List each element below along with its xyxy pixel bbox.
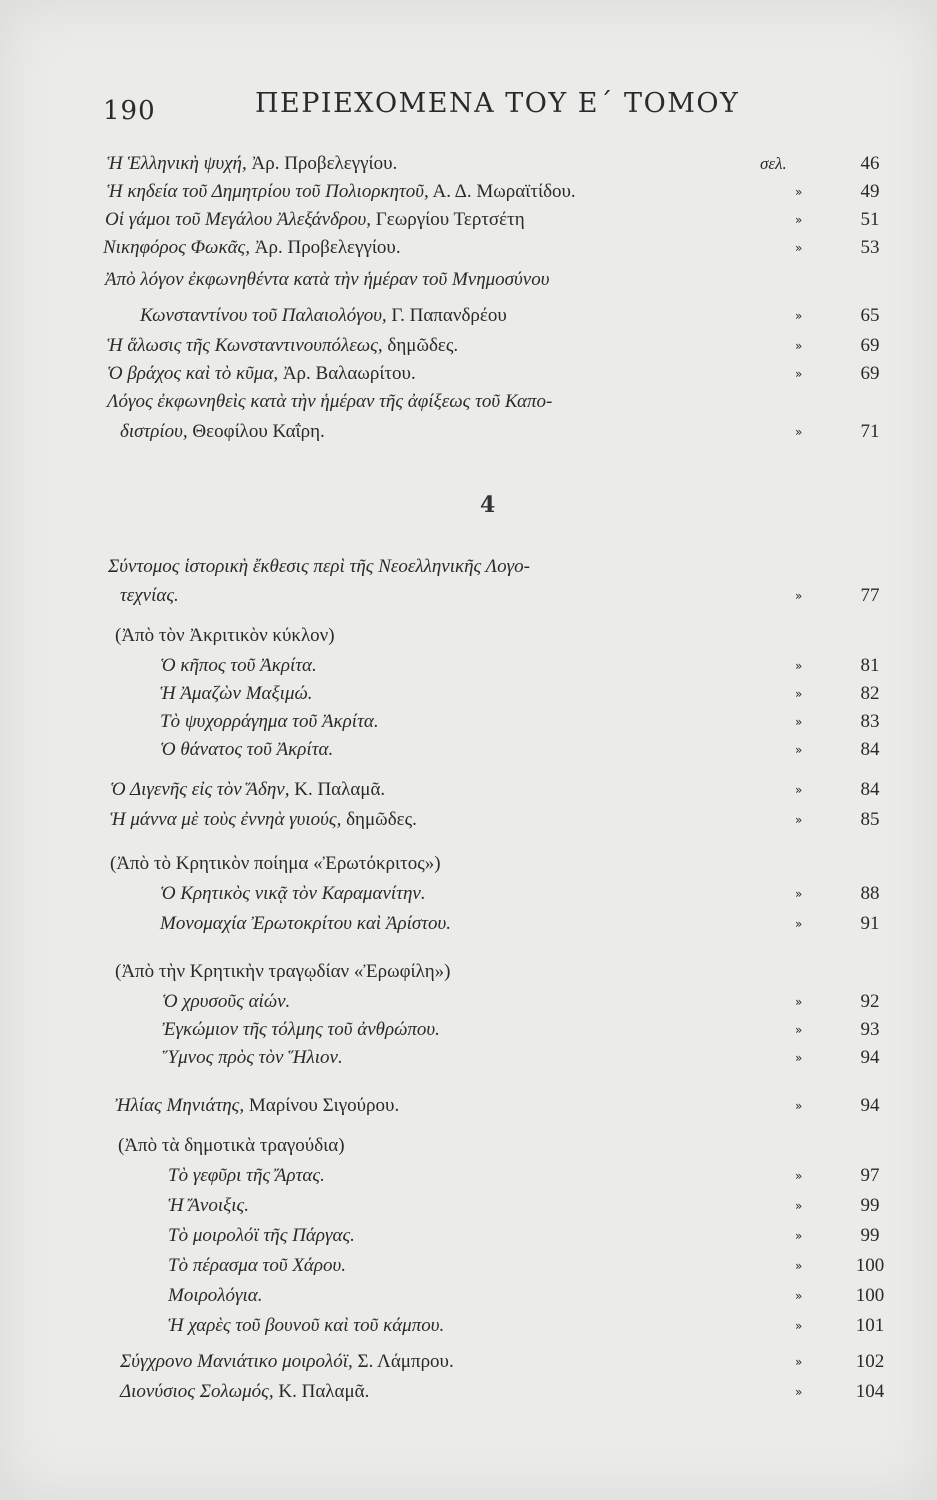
toc-entry <box>0 1348 937 1376</box>
toc-entry <box>0 302 937 330</box>
toc-entry <box>0 178 937 206</box>
toc-entry-title: τεχνίας. <box>120 585 179 606</box>
ditto-mark: » <box>795 241 803 255</box>
toc-entry-page: 84 <box>860 779 880 800</box>
toc-entry-page: 102 <box>855 1351 885 1372</box>
toc-entry-author: δημῶδες. <box>382 335 459 356</box>
toc-entry-title: Οἱ γάμοι τοῦ Μεγάλου Ἀλεξάνδρου, <box>105 209 372 230</box>
toc-entry-title: Μοιρολόγια. <box>168 1285 263 1306</box>
toc-entry-title: Ὁ βράχος καὶ τὸ κῦμα, <box>107 363 279 384</box>
toc-entry-author: Θεοφίλου Καΐρη. <box>187 421 325 442</box>
toc-entry-author: (Ἀπὸ τὸν Ἀκριτικὸν κύκλον) <box>115 625 335 646</box>
toc-entry-page: 92 <box>860 991 880 1012</box>
toc-entry-text <box>120 1378 369 1406</box>
toc-entry-text <box>160 680 313 708</box>
ditto-mark: » <box>795 185 803 199</box>
ditto-mark: » <box>795 213 803 227</box>
toc-entry-text <box>120 1348 454 1376</box>
toc-entry <box>0 388 937 416</box>
toc-entry-title: Διονύσιος Σολωμός, <box>120 1381 274 1402</box>
toc-entry-page: 51 <box>860 209 880 230</box>
toc-entry-text <box>107 332 458 360</box>
toc-entry-title: Ἡ Ἄνοιξις. <box>168 1195 250 1216</box>
page-abbreviation: σελ. <box>760 154 787 173</box>
toc-entry-text <box>107 360 416 388</box>
toc-entry-text <box>107 178 576 206</box>
toc-entry-text <box>115 622 335 650</box>
ditto-mark: » <box>795 687 803 701</box>
toc-entry-author: Ἀρ. Προβελεγγίου. <box>250 237 401 258</box>
toc-entry-text <box>160 880 426 908</box>
ditto-mark: » <box>795 1385 803 1399</box>
toc-entry-page: 71 <box>860 421 880 442</box>
toc-entry-text <box>168 1162 325 1190</box>
toc-entry-title: Τὸ πέρασμα τοῦ Χάρου. <box>168 1255 346 1276</box>
toc-entry-text <box>107 388 552 416</box>
toc-entry-page: 94 <box>860 1095 880 1116</box>
toc-entry-author: Σ. Λάμπρου. <box>352 1351 454 1372</box>
ditto-mark: » <box>795 1259 803 1273</box>
toc-entry <box>0 150 937 178</box>
toc-entry <box>0 418 937 446</box>
ditto-mark: » <box>795 995 803 1009</box>
toc-entry-text <box>162 1016 440 1044</box>
toc-entry-page: 100 <box>855 1255 885 1276</box>
toc-entry <box>0 910 937 938</box>
toc-entry <box>0 736 937 764</box>
toc-entry-page: 93 <box>860 1019 880 1040</box>
toc-entry <box>0 652 937 680</box>
toc-entry-text <box>168 1252 346 1280</box>
toc-entry-page: 77 <box>860 585 880 606</box>
toc-entry <box>0 1282 937 1310</box>
toc-entry-title: διστρίου, <box>120 421 188 442</box>
ditto-mark: » <box>795 659 803 673</box>
toc-entry-text <box>103 234 401 262</box>
toc-entry-text <box>110 776 385 804</box>
toc-entry <box>0 806 937 834</box>
toc-entry-title: Τὸ ψυχορράγημα τοῦ Ἀκρίτα. <box>160 711 379 732</box>
toc-entry-page: 82 <box>860 683 880 704</box>
toc-entry-author: Γεωργίου Τερτσέτη <box>371 209 525 230</box>
toc-entry-title: Ἠλίας Μηνιάτης, <box>115 1095 245 1116</box>
toc-entry-title: Τὸ μοιρολόϊ τῆς Πάργας. <box>168 1225 355 1246</box>
toc-entry-text <box>115 958 450 986</box>
toc-entry-page: 69 <box>860 335 880 356</box>
toc-entry-text <box>160 652 317 680</box>
toc-entry-text <box>110 806 417 834</box>
toc-entry <box>0 1044 937 1072</box>
toc-entry-author: Μαρίνου Σιγούρου. <box>244 1095 400 1116</box>
toc-entry-text <box>168 1312 444 1340</box>
ditto-mark: » <box>795 813 803 827</box>
toc-entry-title: Ὕμνος πρὸς τὸν Ἥλιον. <box>162 1047 343 1068</box>
toc-entry <box>0 206 937 234</box>
toc-entry-page: 97 <box>860 1165 880 1186</box>
toc-entry-text <box>108 553 530 581</box>
toc-entry <box>0 266 937 294</box>
toc-entry-page: 65 <box>860 305 880 326</box>
toc-entry-title: Ἡ ἅλωσις τῆς Κωνσταντινουπόλεως, <box>107 335 383 356</box>
toc-entry-title: Ὁ Κρητικὸς νικᾷ τὸν Καραμανίτην. <box>160 883 426 904</box>
ditto-mark: » <box>795 1051 803 1065</box>
toc-entry-text <box>162 1044 343 1072</box>
toc-entry-author: (Ἀπὸ τὴν Κρητικὴν τραγῳδίαν «Ἐρωφίλη») <box>115 961 451 982</box>
toc-entry <box>0 1378 937 1406</box>
toc-entry <box>0 708 937 736</box>
ditto-mark: » <box>795 1289 803 1303</box>
toc-entry-page: 104 <box>855 1381 885 1402</box>
ditto-mark: » <box>795 1199 803 1213</box>
toc-entry <box>0 1132 937 1160</box>
toc-entry-title: Σύντομος ἱστορικὴ ἔκθεσις περὶ τῆς Νεοελληνικῆς Λογο- <box>108 556 530 577</box>
toc-entry-author: Γ. Παπανδρέου <box>386 305 507 326</box>
toc-entry-page: 101 <box>855 1315 885 1336</box>
toc-entry-title: Ἐγκώμιον τῆς τόλμης τοῦ ἀνθρώπου. <box>162 1019 440 1040</box>
toc-entry-title: Σύγχρονο Μανιάτικο μοιρολόϊ, <box>120 1351 353 1372</box>
toc-entry-text <box>160 910 451 938</box>
toc-entry-text <box>115 1092 399 1120</box>
toc-entry-page: 81 <box>860 655 880 676</box>
toc-entry-text <box>105 266 549 294</box>
toc-entry <box>0 680 937 708</box>
ditto-mark: » <box>795 1023 803 1037</box>
ditto-mark: » <box>795 1319 803 1333</box>
toc-entry-author: Ἀρ. Προβελεγγίου. <box>246 153 398 174</box>
toc-entry <box>0 622 937 650</box>
toc-entry-page: 49 <box>860 181 880 202</box>
toc-entry-title: Ἀπὸ λόγον ἐκφωνηθέντα κατὰ τὴν ἡμέραν τοῦ Μνημοσύνου <box>105 269 550 290</box>
ditto-mark: » <box>795 887 803 901</box>
toc-entry <box>0 776 937 804</box>
toc-entry-text <box>168 1222 355 1250</box>
toc-entry <box>0 1312 937 1340</box>
toc-entry-page: 99 <box>860 1225 880 1246</box>
toc-entry <box>0 1162 937 1190</box>
toc-entry-title: Ὁ χρυσοῦς αἰών. <box>162 991 291 1012</box>
toc-entry-page: 69 <box>860 363 880 384</box>
toc-entry <box>0 582 937 610</box>
toc-entry-page: 88 <box>860 883 880 904</box>
toc-entry-author: Κ. Παλαμᾶ. <box>289 779 386 800</box>
toc-entry <box>0 1192 937 1220</box>
ditto-mark: » <box>795 783 803 797</box>
ditto-mark: » <box>795 589 803 603</box>
toc-entry-title: Ὁ θάνατος τοῦ Ἀκρίτα. <box>160 739 334 760</box>
ditto-mark: » <box>795 339 803 353</box>
ditto-mark: » <box>795 1169 803 1183</box>
page-title: ΠΕΡΙΕΧΟΜΕΝΑ ΤΟΥ Ε΄ ΤΟΜΟΥ <box>255 88 740 119</box>
toc-entry <box>0 234 937 262</box>
toc-entry-author: δημῶδες. <box>341 809 417 830</box>
ditto-mark: » <box>795 1229 803 1243</box>
toc-entry-title: Ὁ Διγενῆς εἰς τὸν Ἅδην, <box>110 779 290 800</box>
toc-entry-title: Νικηφόρος Φωκᾶς, <box>103 237 251 258</box>
toc-entry-title: Ἡ Ἑλληνικὴ ψυχή, <box>107 153 247 174</box>
toc-entry-text <box>107 150 397 178</box>
toc-entry-page: 100 <box>855 1285 885 1306</box>
ditto-mark: » <box>795 367 803 381</box>
toc-entry-title: Ἡ χαρὲς τοῦ βουνοῦ καὶ τοῦ κάμπου. <box>168 1315 445 1336</box>
ditto-mark: » <box>795 1099 803 1113</box>
toc-entry <box>0 958 937 986</box>
toc-entry-text <box>118 1132 345 1160</box>
ditto-mark: » <box>795 743 803 757</box>
toc-entry <box>0 1092 937 1120</box>
toc-entry-title: Κωνσταντίνου τοῦ Παλαιολόγου, <box>140 305 387 326</box>
ditto-mark: » <box>795 715 803 729</box>
toc-entry-page: 94 <box>860 1047 880 1068</box>
toc-entry-title: Λόγος ἐκφωνηθεὶς κατὰ τὴν ἡμέραν τῆς ἀφίξεως τοῦ Καπο- <box>107 391 553 412</box>
toc-entry <box>0 880 937 908</box>
toc-entry <box>0 988 937 1016</box>
toc-entry-title: Μονομαχία Ἐρωτοκρίτου καὶ Ἀρίστου. <box>160 913 451 934</box>
toc-entry-page: 46 <box>860 153 880 174</box>
toc-entry-author: Ἀρ. Βαλαωρίτου. <box>278 363 416 384</box>
ditto-mark: » <box>795 1355 803 1369</box>
toc-entry <box>0 1016 937 1044</box>
toc-entry-author: (Ἀπὸ τὰ δημοτικὰ τραγούδια) <box>118 1135 345 1156</box>
toc-entry-author: (Ἀπὸ τὸ Κρητικὸν ποίημα «Ἐρωτόκριτος») <box>110 853 441 874</box>
toc-entry-title: Τὸ γεφῦρι τῆς Ἄρτας. <box>168 1165 325 1186</box>
ditto-mark: » <box>795 309 803 323</box>
toc-entry-page: 99 <box>860 1195 880 1216</box>
toc-entry-page: 91 <box>860 913 880 934</box>
toc-entry <box>0 360 937 388</box>
toc-entry-author: Κ. Παλαμᾶ. <box>273 1381 370 1402</box>
toc-entry-text <box>160 708 379 736</box>
toc-entry <box>0 850 937 878</box>
ditto-mark: » <box>795 917 803 931</box>
toc-entry-title: Ἡ Ἀμαζὼν Μαξιμώ. <box>160 683 313 704</box>
section-ornament: 4 <box>480 492 496 518</box>
toc-entry-text <box>168 1282 262 1310</box>
toc-entry-text <box>162 988 290 1016</box>
toc-entry-page: 83 <box>860 711 880 732</box>
toc-entry-title: Ἡ μάννα μὲ τοὺς ἐννηὰ γυιούς, <box>110 809 342 830</box>
toc-entry-text <box>160 736 333 764</box>
toc-entry-page: 85 <box>860 809 880 830</box>
page-number: 190 <box>103 96 156 126</box>
toc-entry-page: 53 <box>860 237 880 258</box>
ditto-mark: » <box>795 425 803 439</box>
toc-entry-page: 84 <box>860 739 880 760</box>
toc-entry-author: Α. Δ. Μωραϊτίδου. <box>428 181 576 202</box>
toc-entry-text <box>168 1192 249 1220</box>
toc-entry <box>0 553 937 581</box>
toc-entry <box>0 1252 937 1280</box>
toc-entry <box>0 1222 937 1250</box>
toc-entry-text <box>120 582 179 610</box>
toc-entry-text <box>120 418 325 446</box>
toc-entry-text <box>105 206 525 234</box>
toc-entry-text <box>140 302 507 330</box>
toc-entry-title: Ἡ κηδεία τοῦ Δημητρίου τοῦ Πολιορκητοῦ, <box>107 181 429 202</box>
toc-entry <box>0 332 937 360</box>
toc-entry-text <box>110 850 441 878</box>
toc-entry-title: Ὁ κῆπος τοῦ Ἀκρίτα. <box>160 655 317 676</box>
